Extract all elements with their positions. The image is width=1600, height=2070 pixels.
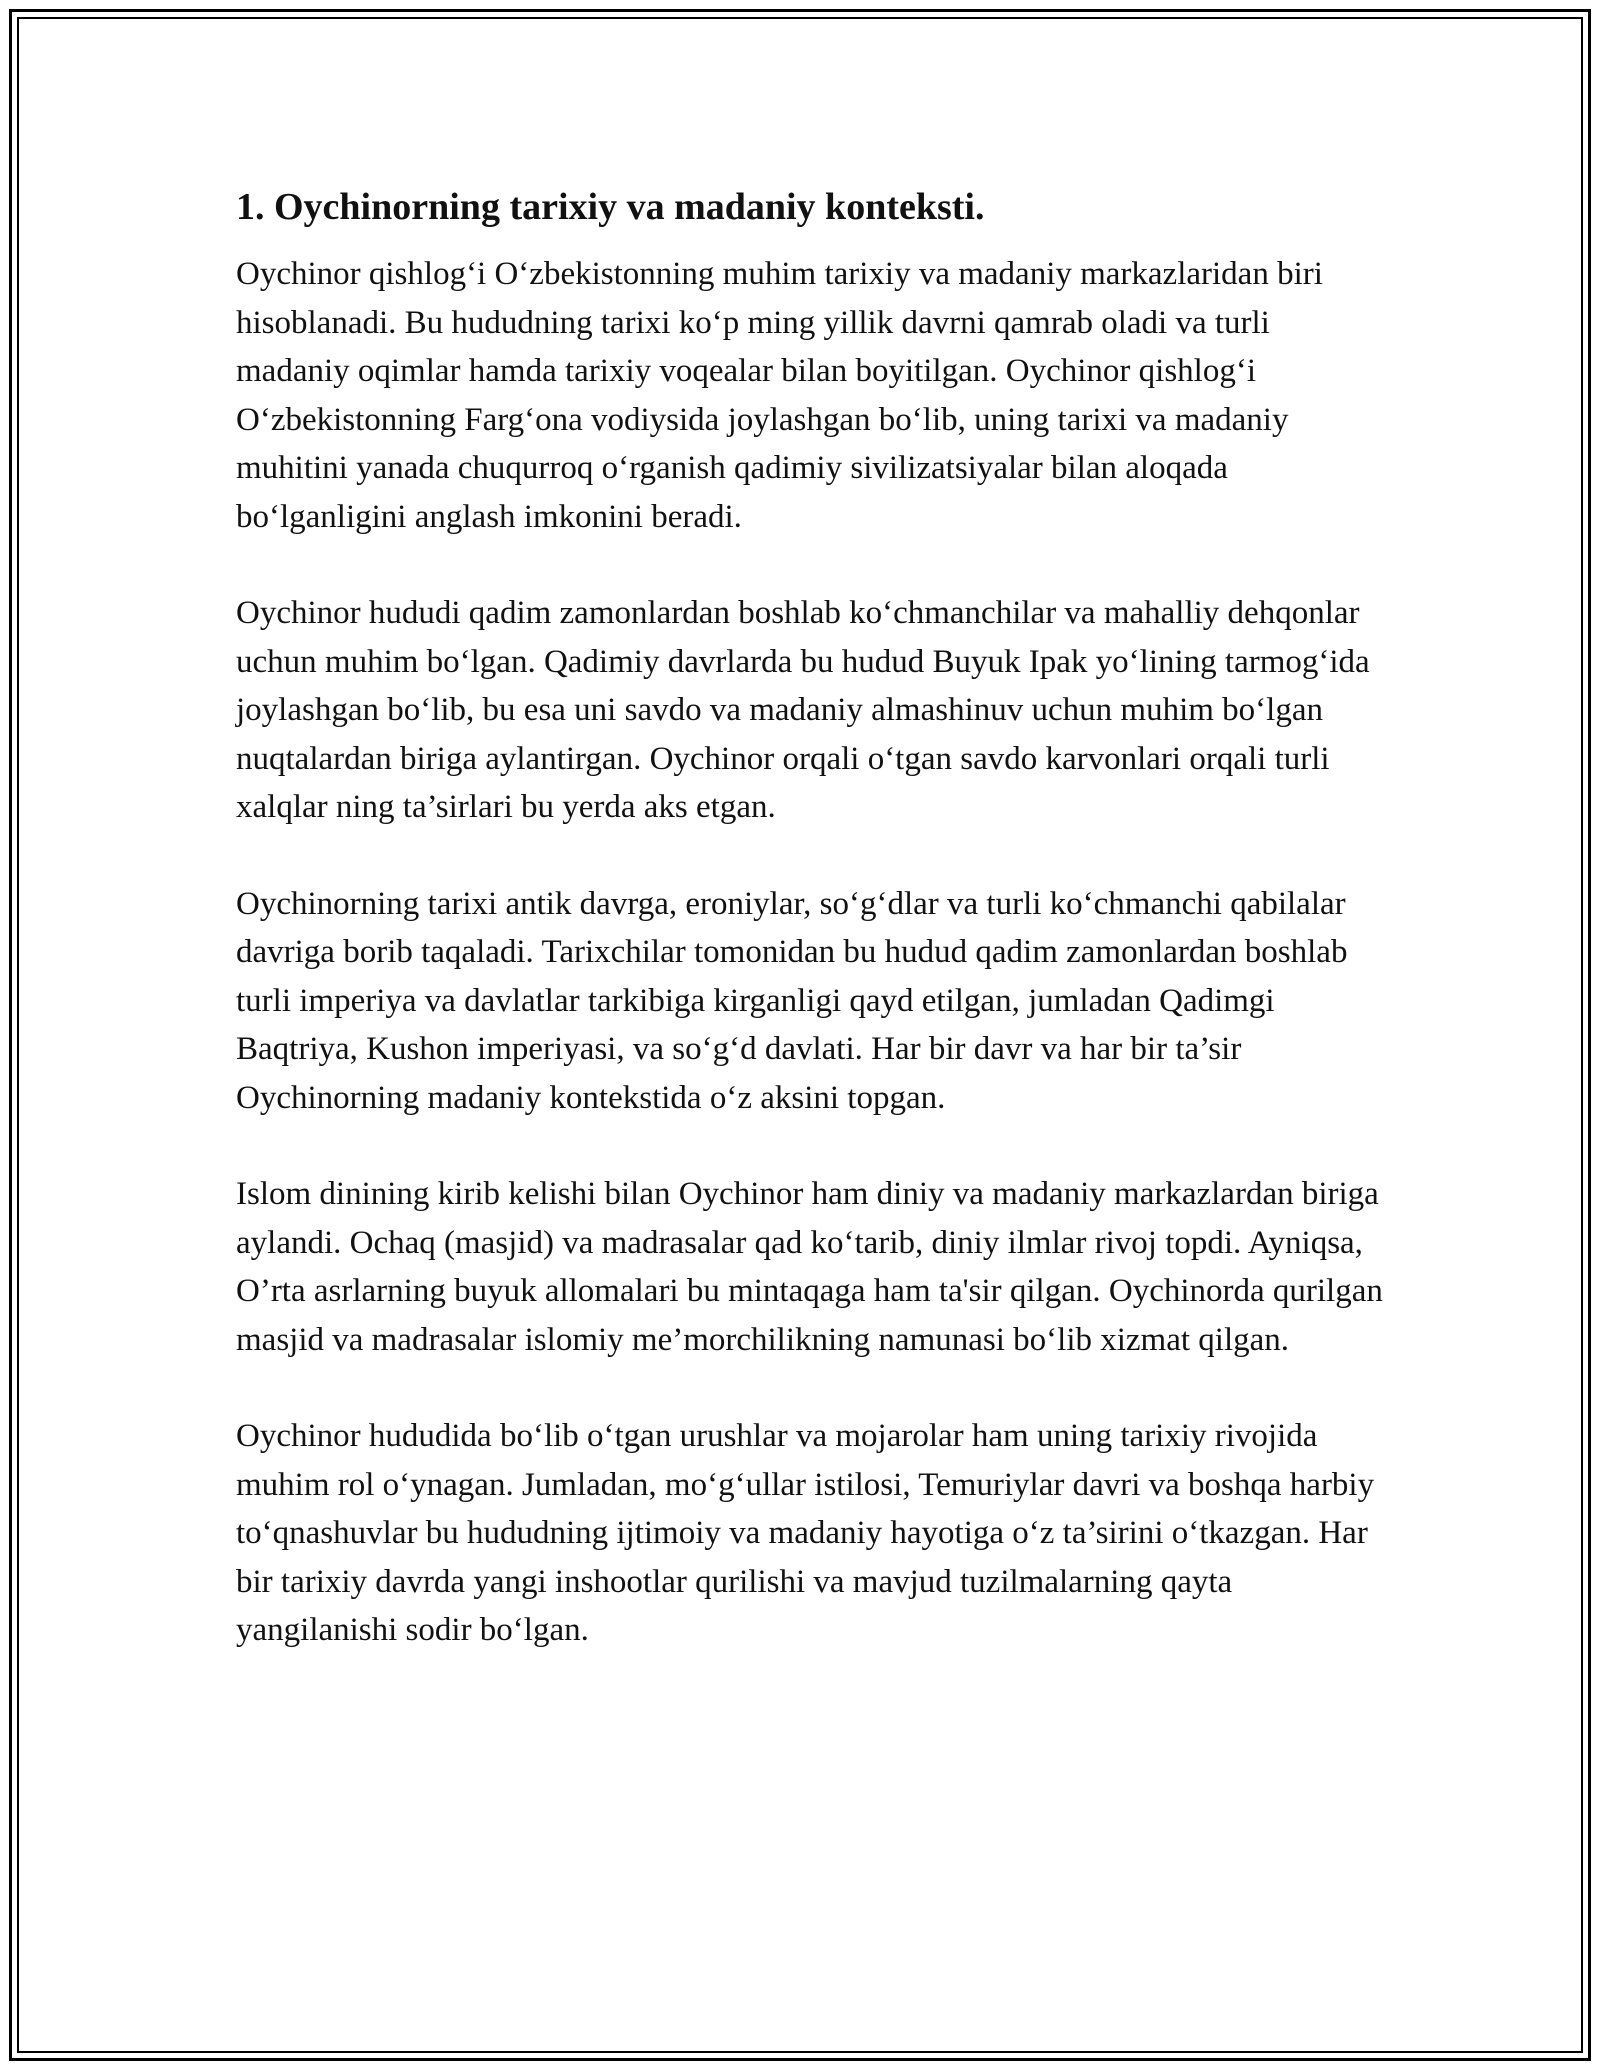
paragraph-4: Islom dinining kirib kelishi bilan Oychinor ham diniy va madaniy markazlardan biriga aylandi. Ochaq (masjid) va madrasalar qad ko‘tarib, diniy ilmlar rivoj topdi. Ayniqsa, O’rta asrlarning buyuk allomalari bu mintaqaga ham ta'sir qilgan. Oychinorda qurilgan masjid va madrasalar islomiy me’morchilikning namunasi bo‘lib xizmat qilgan.	[236, 1176, 1383, 1358]
document-body	[236, 183, 1386, 1703]
section-heading: 1. Oychinorning tarixiy va madaniy konteksti.	[236, 186, 985, 228]
paragraph-2: Oychinor hududi qadim zamonlardan boshlab ko‘chmanchilar va mahalliy dehqonlar uchun muhim bo‘lgan. Qadimiy davrlarda bu hudud Buyuk Ipak yo‘lining tarmog‘ida joylashgan bo‘lib, bu esa uni savdo va madaniy almashinuv uchun muhim bo‘lgan nuqtalardan biriga aylantirgan. Oychinor orqali o‘tgan savdo karvonlari orqali turli xalqlar ning ta’sirlari bu yerda aks etgan.	[236, 595, 1370, 826]
paragraph-3: Oychinorning tarixi antik davrga, eroniylar, so‘g‘dlar va turli ko‘chmanchi qabilalar davriga borib taqaladi. Tarixchilar tomonidan bu hudud qadim zamonlardan boshlab turli imperiya va davlatlar tarkibiga kirganligi qayd etilgan, jumladan Qadimgi Baqtriya, Kushon imperiyasi, va so‘g‘d davlati. Har bir davr va har bir ta’sir Oychinorning madaniy kontekstida o‘z aksini topgan.	[236, 885, 1348, 1116]
paragraph-5: Oychinor hududida bo‘lib o‘tgan urushlar va mojarolar ham uning tarixiy rivojida muhim rol o‘ynagan. Jumladan, mo‘g‘ullar istilosi, Temuriylar davri va boshqa harbiy to‘qnashuvlar bu hududning ijtimoiy va madaniy hayotiga o‘z ta’sirini o‘tkazgan. Har bir tarixiy davrda yangi inshootlar qurilishi va mavjud tuzilmalarning qayta yangilanishi sodir bo‘lgan.	[236, 1418, 1375, 1649]
paragraph-1: Oychinor qishlog‘i O‘zbekistonning muhim tarixiy va madaniy markazlaridan biri hisoblanadi. Bu hududning tarixi ko‘p ming yillik davrni qamrab oladi va turli madaniy oqimlar hamda tarixiy voqealar bilan boyitilgan. Oychinor qishlog‘i O‘zbekistonning Farg‘ona vodiysida joylashgan bo‘lib, uning tarixi va madaniy muhitini yanada chuqurroq o‘rganish qadimiy sivilizatsiyalar bilan aloqada bo‘lganligini anglash imkonini beradi.	[236, 256, 1323, 535]
